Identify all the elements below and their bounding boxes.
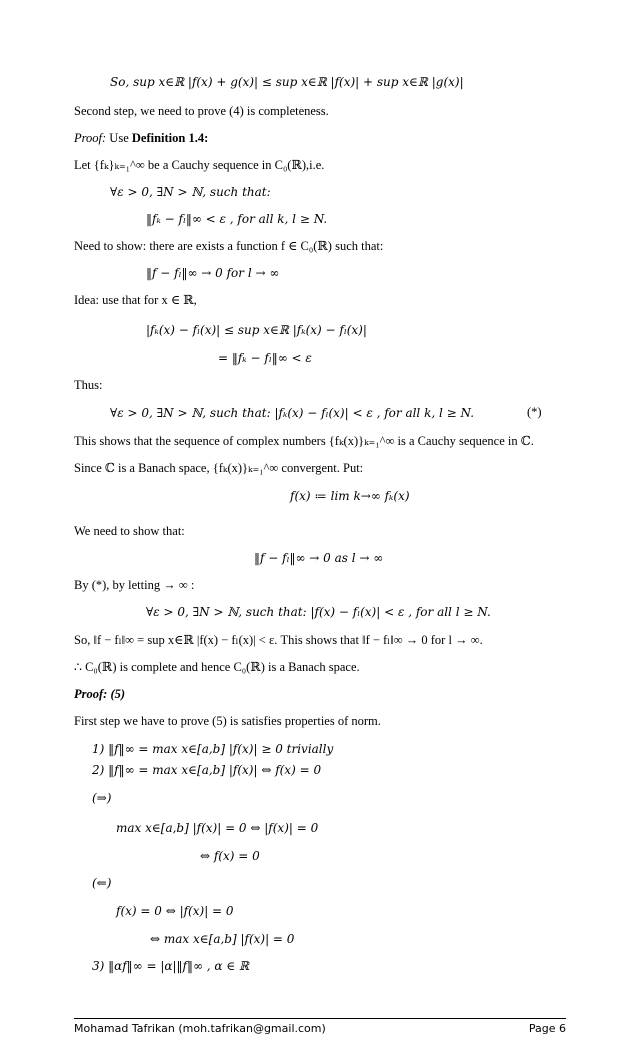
proof-heading: Proof: (5) — [74, 687, 126, 701]
definition-ref: Definition 1.4: — [131, 131, 209, 145]
equation-line: ∀ε > 0, ∃N > ℕ, such that: — [110, 185, 271, 199]
equation-line: ‖f − fₗ‖∞ → 0 for l → ∞ — [146, 266, 280, 280]
proof-heading — [74, 130, 208, 146]
equation-line: ∀ε > 0, ∃N > ℕ, such that: |fₖ(x) − fₗ(x)| < ε , for all k, l ≥ N. — [110, 406, 475, 420]
paragraph: This shows that the sequence of complex numbers {fₖ(x)}ₖ₌₁^∞ is a Cauchy sequence in ℂ. — [74, 434, 534, 448]
equation-line: |fₖ(x) − fₗ(x)| ≤ sup x∈ℝ |fₖ(x) − fₗ(x)| — [146, 323, 367, 337]
equation-tag: (*) — [527, 405, 542, 419]
paragraph: Idea: use that for x ∈ ℝ, — [74, 293, 197, 307]
paragraph: So, ‖f − fₗ‖∞ = sup x∈ℝ |f(x) − fₗ(x)| < ε. This shows that ‖f − fₗ‖∞ → 0 for l → ∞. — [74, 633, 483, 647]
paragraph: Since ℂ is a Banach space, {fₖ(x)}ₖ₌₁^∞ convergent. Put: — [74, 461, 364, 475]
equation-line: ‖fₖ − fₗ‖∞ < ε , for all k, l ≥ N. — [146, 212, 328, 226]
paragraph: By (*), by letting → ∞ : — [74, 578, 195, 592]
footer-author: Mohamad Tafrikan (moh.tafrikan@gmail.com) — [74, 1022, 326, 1035]
equation-line: ⇔ f(x) = 0 — [200, 849, 260, 863]
equation-line: f(x) = 0 ⇔ |f(x)| = 0 — [116, 904, 234, 918]
footer-page-number: Page 6 — [528, 1022, 566, 1035]
paragraph: We need to show that: — [74, 524, 185, 538]
equation-line: = ‖fₖ − fₗ‖∞ < ε — [218, 351, 312, 365]
equation-line: max x∈[a,b] |f(x)| = 0 ⇔ |f(x)| = 0 — [116, 821, 319, 835]
list-item: 2) ‖f‖∞ = max x∈[a,b] |f(x)| ⇔ f(x) = 0 — [92, 763, 322, 777]
paragraph: ∴ C₀(ℝ) is complete and hence C₀(ℝ) is a Banach space. — [74, 660, 360, 674]
list-item: 1) ‖f‖∞ = max x∈[a,b] |f(x)| ≥ 0 trivially — [92, 742, 334, 756]
paragraph: Need to show: there are exists a function f ∈ C₀(ℝ) such that: — [74, 239, 384, 253]
equation-line: So, sup x∈ℝ |f(x) + g(x)| ≤ sup x∈ℝ |f(x)| + sup x∈ℝ |g(x)| — [110, 75, 464, 89]
equation-line: ∀ε > 0, ∃N > ℕ, such that: |f(x) − fₗ(x)| < ε , for all l ≥ N. — [146, 605, 491, 619]
paragraph: Thus: — [74, 378, 103, 392]
paragraph: Second step, we need to prove (4) is completeness. — [74, 104, 329, 118]
equation-line: (⇐) — [92, 876, 112, 890]
equation-line: (⇒) — [92, 791, 112, 805]
paragraph: First step we have to prove (5) is satisfies properties of norm. — [74, 714, 381, 728]
list-item: 3) ‖αf‖∞ = |α|‖f‖∞ , α ∈ ℝ — [92, 959, 250, 973]
proof-label: Proof: — [74, 131, 107, 145]
proof-text: Use — [106, 131, 132, 145]
equation-line: ‖f − fₗ‖∞ → 0 as l → ∞ — [254, 551, 384, 565]
paragraph: Let {fₖ}ₖ₌₁^∞ be a Cauchy sequence in C₀(ℝ),i.e. — [74, 158, 325, 172]
equation-line: ⇔ max x∈[a,b] |f(x)| = 0 — [150, 932, 295, 946]
equation-line: f(x) ≔ lim k→∞ fₖ(x) — [290, 489, 410, 503]
footer-divider — [74, 1018, 566, 1019]
